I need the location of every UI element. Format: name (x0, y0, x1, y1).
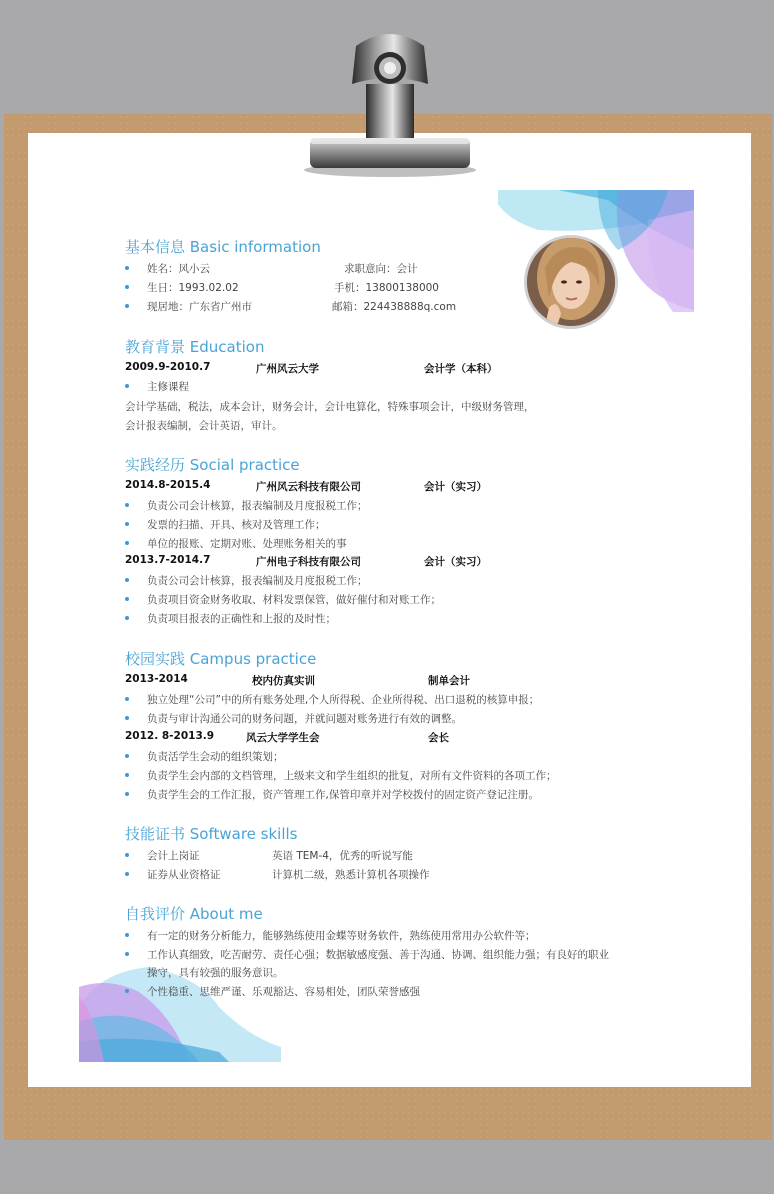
bullet (125, 872, 129, 876)
birthday-field: 生日：1993.02.02 (147, 282, 239, 294)
skill-name: 会计上岗证 (147, 850, 200, 862)
section-title-education: 教育背景 Education (125, 338, 265, 356)
campus-job-2-period: 2012. 8-2013.9 (125, 730, 215, 742)
bullet (125, 853, 129, 857)
social-job-2-company: 广州电子科技有限公司 (256, 556, 361, 568)
campus-job-2-item: 负责活学生会动的组织策划； (147, 751, 284, 763)
bullet (125, 285, 129, 289)
email-field: 邮箱：224438888q.com (332, 301, 457, 313)
social-job-1-item: 发票的扫描、开具、核对及管理工作； (147, 519, 326, 531)
education-major: 会计学（本科） (424, 363, 498, 375)
campus-job-2-org: 风云大学学生会 (246, 732, 320, 744)
section-title-campus: 校园实践 Campus practice (125, 650, 317, 668)
about-item: 工作认真细致，吃苦耐劳、责任心强；数据敏感度强、善于沟通、协调、组织能力强；有良好的职业 (147, 949, 609, 961)
bullet (125, 304, 129, 308)
bullet (125, 503, 129, 507)
campus-job-1-org: 校内仿真实训 (252, 675, 315, 687)
course-line-1: 会计学基础，税法，成本会计，财务会计，会计电算化，特殊事项会计，中级财务管理， (125, 401, 535, 413)
bullet (125, 792, 129, 796)
skill-name: 证券从业资格证 (147, 869, 221, 881)
social-job-2-item: 负责公司会计核算，报表编制及月度报税工作； (147, 575, 368, 587)
bullet (125, 616, 129, 620)
bullet (125, 384, 129, 388)
skill-desc: 英语 TEM-4，优秀的听说写能 (272, 850, 413, 862)
section-title-basic: 基本信息 Basic information (125, 238, 321, 256)
bullet (125, 697, 129, 701)
job-intention-field: 求职意向：会计 (344, 263, 418, 275)
social-job-1-role: 会计（实习） (424, 481, 487, 493)
bullet (125, 773, 129, 777)
bullet (125, 716, 129, 720)
social-job-2-role: 会计（实习） (424, 556, 487, 568)
name-field: 姓名：风小云 (147, 263, 210, 275)
bullet (125, 989, 129, 993)
social-job-2-item: 负责项目报表的正确性和上报的及时性； (147, 613, 336, 625)
about-item: 有一定的财务分析能力，能够熟练使用金蝶等财务软件，熟练使用常用办公软件等； (147, 930, 536, 942)
course-line-2: 会计报表编制，会计英语，审计。 (125, 420, 283, 432)
bullet (125, 754, 129, 758)
campus-job-2-item: 负责学生会内部的文档管理，上级来文和学生组织的批复，对所有文件资料的各项工作； (147, 770, 557, 782)
location-field: 现居地：广东省广州市 (147, 301, 252, 313)
social-job-1-company: 广州风云科技有限公司 (256, 481, 361, 493)
social-job-2-item: 负责项目资金财务收取、材料发票保管，做好催付和对账工作； (147, 594, 441, 606)
section-title-about: 自我评价 About me (125, 905, 263, 923)
education-period: 2009.9-2010.7 (125, 361, 211, 373)
bullet (125, 952, 129, 956)
campus-job-1-role: 制单会计 (428, 675, 470, 687)
portrait-photo (524, 235, 618, 329)
bullet (125, 578, 129, 582)
resume-page (28, 133, 751, 1087)
campus-job-1-period: 2013-2014 (125, 673, 188, 685)
skill-desc: 计算机二级，熟悉计算机各项操作 (272, 869, 430, 881)
bullet (125, 597, 129, 601)
section-title-social: 实践经历 Social practice (125, 456, 300, 474)
bottom-left-decoration (79, 967, 281, 1062)
bullet (125, 933, 129, 937)
education-school: 广州风云大学 (256, 363, 319, 375)
social-job-2-period: 2013.7-2014.7 (125, 554, 211, 566)
about-item: 个性稳重、思维严谨、乐观豁达、容易相处，团队荣誉感强 (147, 986, 420, 998)
about-item-continued: 操守，具有较强的服务意识。 (147, 967, 284, 979)
bullet (125, 541, 129, 545)
social-job-1-item: 单位的报账、定期对账、处理账务相关的事 (147, 538, 347, 550)
section-title-skills: 技能证书 Software skills (125, 825, 298, 843)
phone-field: 手机：13800138000 (334, 282, 439, 294)
bullet (125, 266, 129, 270)
course-label: 主修课程 (147, 381, 189, 393)
campus-job-1-item: 独立处理“公司”中的所有账务处理,个人所得税、企业所得税、出口退税的核算申报； (147, 694, 540, 706)
social-job-1-item: 负责公司会计核算，报表编制及月度报税工作； (147, 500, 368, 512)
campus-job-2-role: 会长 (428, 732, 449, 744)
campus-job-1-item: 负责与审计沟通公司的财务问题，并就问题对账务进行有效的调整。 (147, 713, 462, 725)
campus-job-2-item: 负责学生会的工作汇报，资产管理工作,保管印章并对学校拨付的固定资产登记注册。 (147, 789, 539, 801)
binder-clip-icon (300, 28, 480, 178)
bullet (125, 522, 129, 526)
social-job-1-period: 2014.8-2015.4 (125, 479, 211, 491)
